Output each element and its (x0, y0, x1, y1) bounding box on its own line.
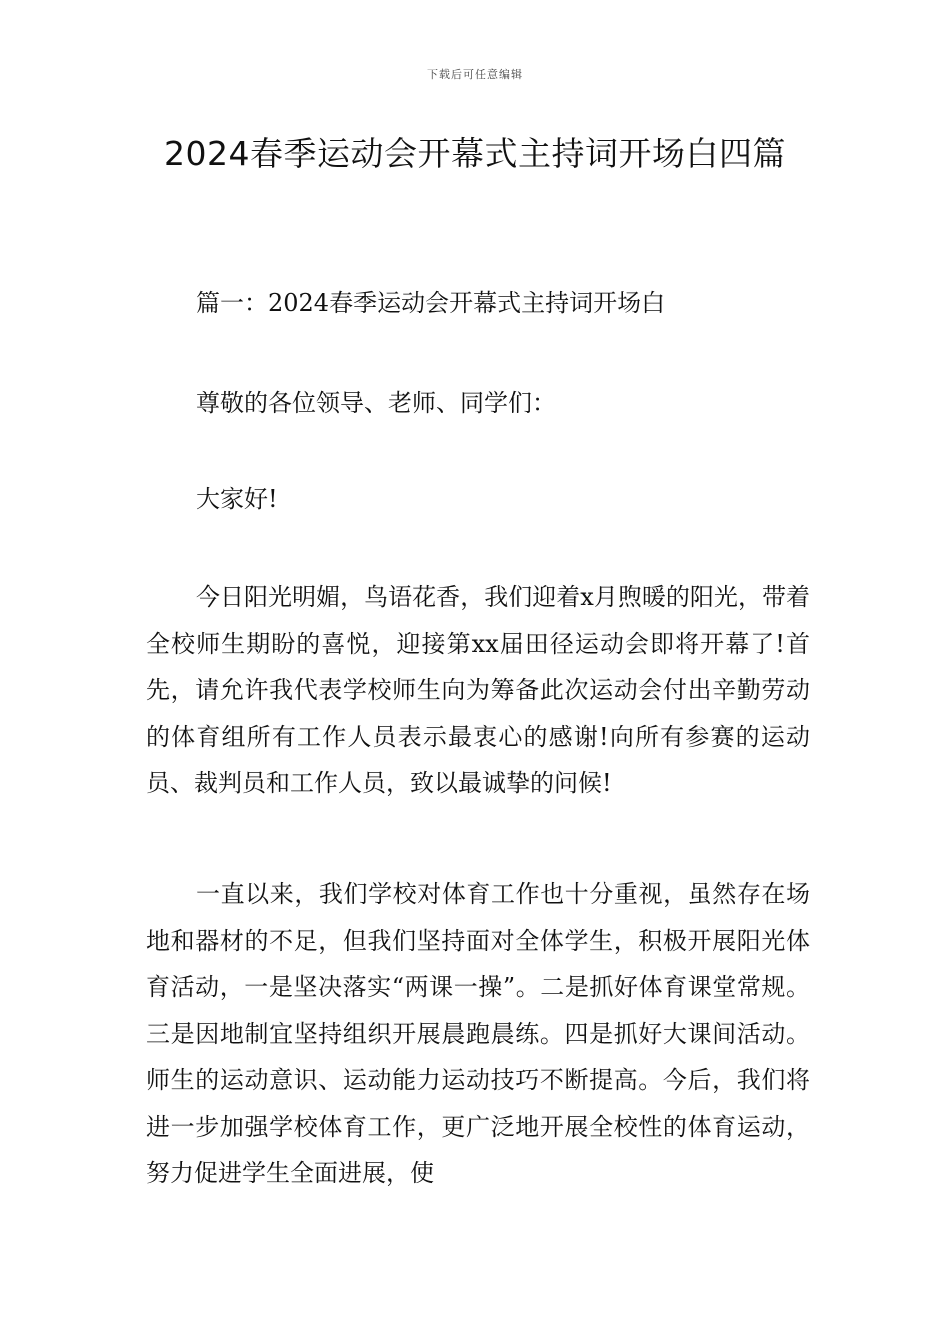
paragraph-opening: 今日阳光明媚，鸟语花香，我们迎着x月煦暖的阳光，带着全校师生期盼的喜悦，迎接第xx届田径运动会即将开幕了!首先，请允许我代表学校师生向为筹备此次运动会付出辛勤劳动的体育组所有工作人员表示最衷心的感谢!向所有参赛的运动员、裁判员和工作人员，致以最诚挚的问候! (146, 583, 810, 797)
document-title: 2024春季运动会开幕式主持词开场白四篇 (164, 134, 786, 173)
greeting: 大家好! (196, 485, 278, 513)
section-heading: 篇一：2024春季运动会开幕式主持词开场白 (196, 289, 666, 317)
header-note: 下载后可任意编辑 (427, 68, 523, 81)
paragraph-school-sports: 一直以来，我们学校对体育工作也十分重视，虽然存在场地和器材的不足，但我们坚持面对全体学生，积极开展阳光体育活动，一是坚决落实“两课一操”。二是抓好体育课堂常规。三是因地制宜坚持组织开展晨跑晨练。四是抓好大课间活动。师生的运动意识、运动能力运动技巧不断提高。今后，我们将进一步加强学校体育工作，更广泛地开展全校性的体育运动，努力促进学生全面进展，使 (146, 880, 810, 1187)
salutation: 尊敬的各位领导、老师、同学们： (196, 389, 556, 417)
